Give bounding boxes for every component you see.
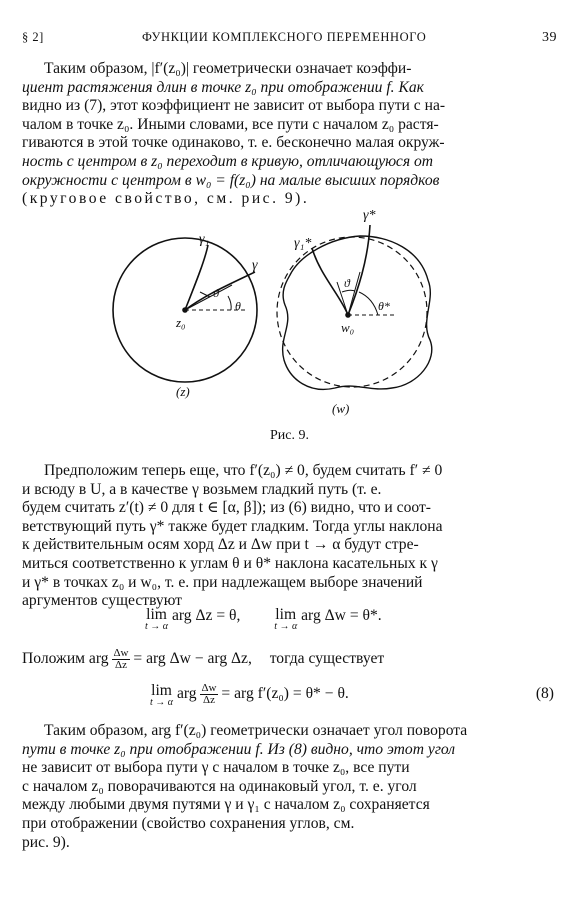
- lim-word: lim: [275, 606, 297, 623]
- page-number: 39: [542, 30, 557, 45]
- text-line: к действительным осям хорд Δz и Δw при t → α будут стре-: [22, 536, 419, 554]
- arc-vartheta-w: [342, 290, 355, 292]
- label-vartheta-w: ϑ: [344, 276, 350, 290]
- running-title: ФУНКЦИИ КОМПЛЕКСНОГО ПЕРЕМЕННОГО: [142, 30, 427, 44]
- section-mark: § 2]: [22, 30, 44, 44]
- fraction-denominator: Δz: [115, 659, 127, 671]
- label-gamma1: γ₁: [199, 232, 210, 247]
- text-line: аргументов существуют: [22, 592, 182, 610]
- point-z0: [183, 308, 187, 312]
- label-z0: z₀: [176, 315, 186, 330]
- lim-operator: [150, 683, 173, 708]
- lim-subscript: t → α: [150, 697, 174, 708]
- fraction: [200, 683, 217, 706]
- text-line: Предположим теперь еще, что f′(z₀) ≠ 0, будем считать f′ ≠ 0: [44, 462, 443, 479]
- text-line: будем считать z′(t) ≠ 0 для t ∈ [α, β]); из (6) видно, что и соот-: [22, 499, 431, 517]
- text-line: миться соответственно к углам θ и θ* наклона касательных к γ: [22, 554, 438, 572]
- formula-8: [150, 683, 554, 708]
- text-line: не зависит от выбора пути γ с началом в точке z₀, все пути: [22, 759, 410, 777]
- lim-word: lim: [151, 682, 172, 699]
- text-line: Таким образом, |f′(z₀)| геометрически означает коэффи-: [44, 60, 412, 77]
- figure-caption: Рис. 9.: [270, 428, 309, 443]
- lim-operator: [145, 607, 168, 632]
- label-gamma: γ: [252, 258, 258, 273]
- arc-theta-star: [359, 292, 378, 315]
- text-line: ность с центром в z₀ переходит в кривую, отличающуюся от: [22, 152, 434, 170]
- formula-right-expr: arg Δw = θ*.: [301, 607, 382, 624]
- text-line: и γ* в точках z₀ и w₀, т. е. при надлежащем выборе значений: [22, 573, 423, 591]
- text-line: (круговое свойство, см. рис. 9).: [22, 190, 310, 208]
- text-line: Таким образом, arg f′(z₀) геометрически означает угол поворота: [44, 722, 468, 739]
- figure-9: [0, 0, 579, 440]
- fraction-numerator: Δw: [201, 682, 217, 694]
- formula-definition-arg: [22, 648, 384, 671]
- formula-limits-angles: [145, 607, 382, 632]
- equation-number: (8): [535, 685, 554, 702]
- text-line: при отображении (свойство сохранения углов, см.: [22, 814, 355, 832]
- text-line: рис. 9).: [22, 833, 70, 851]
- label-vartheta: ϑ: [213, 286, 219, 300]
- text-line: видно из (7), этот коэффициент не зависит от выбора пути с на-: [22, 97, 446, 115]
- formula-rest: = arg f′(z₀) = θ* − θ.: [221, 685, 349, 703]
- label-z-plane: (z): [176, 384, 190, 399]
- lim-operator: [274, 607, 297, 632]
- point-w0: [346, 313, 350, 317]
- text-line: гиваются в этой точке одинаково, т. е. бесконечно малая окруж-: [22, 134, 445, 152]
- text-line: и всюду в U, а в качестве γ возьмем гладкий путь (т. е.: [22, 480, 382, 498]
- label-w-plane: (w): [332, 401, 350, 416]
- label-gamma-star: γ*: [363, 208, 376, 223]
- lim-subscript: t → α: [274, 621, 298, 632]
- text-line: с началом z₀ поворачиваются на одинаковый угол, т. е. угол: [22, 777, 417, 795]
- paragraph-angle-preservation: [22, 722, 554, 852]
- formula-prefix: Положим arg: [22, 650, 109, 668]
- formula-suffix: тогда существует: [269, 650, 385, 668]
- label-theta: θ: [235, 299, 241, 313]
- label-gamma1-star: γ₁*: [294, 236, 312, 251]
- curve-gamma1-star: [312, 248, 348, 315]
- text-line: окружности с центром в w₀ = f(z₀) на малые высших порядков: [22, 171, 440, 189]
- text-line: пути в точке z₀ при отображении f. Из (8) видно, что этот угол: [22, 740, 456, 758]
- label-theta-star: θ*: [378, 299, 390, 313]
- fraction-denominator: Δz: [203, 694, 215, 706]
- lim-word: lim: [146, 606, 167, 623]
- lim-subscript: t → α: [145, 621, 169, 632]
- paragraph-smooth-path: [22, 462, 554, 611]
- fraction-numerator: Δw: [113, 647, 129, 659]
- formula-left-expr: arg Δz = θ,: [171, 607, 241, 624]
- text-line: чалом в точке z₀. Иными словами, все пути с началом z₀ растя-: [22, 115, 439, 133]
- text-line: между любыми двумя путями γ и γ₁ с началом z₀ сохраняется: [22, 796, 430, 814]
- tangent-line-gamma: [185, 285, 232, 310]
- w-plane-dashed-circle: [277, 237, 427, 387]
- formula-rest: = arg Δw − arg Δz,: [133, 650, 252, 668]
- distorted-image-curve: [283, 236, 432, 389]
- arc-theta: [228, 296, 231, 310]
- text-line: циент растяжения длин в точке z₀ при отображении f. Как: [22, 78, 424, 96]
- arg-word: arg: [176, 685, 197, 703]
- fraction: [112, 648, 129, 671]
- label-w0: w₀: [341, 320, 355, 335]
- text-line: ветствующий путь γ* также будет гладким. Тогда углы наклона: [22, 517, 443, 535]
